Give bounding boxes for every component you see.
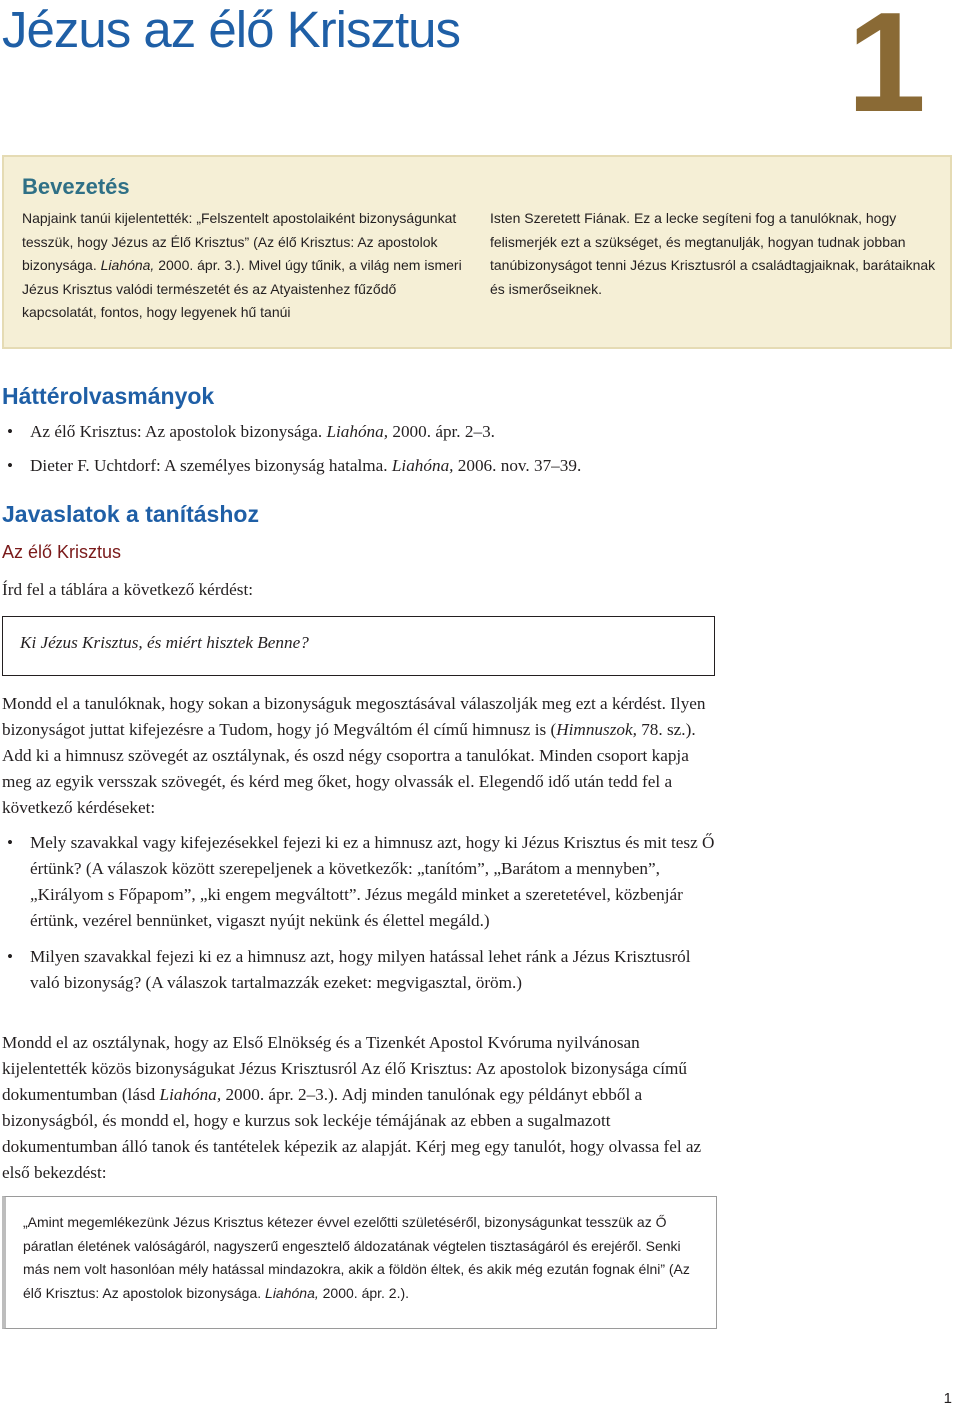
instruction-text: Írd fel a táblára a következő kérdést: — [2, 580, 253, 599]
quote-box — [2, 1196, 717, 1329]
chapter-title: Jézus az élő Krisztus — [2, 1, 461, 58]
background-list — [2, 419, 722, 479]
paragraph-document: Mondd el az osztálynak, hogy az Első Elnökség és a Tizenkét Apostol Kvóruma nyilvánosan kijelentették közös bizonyságukat Jézus Krisztusról Az élő Krisztus: Az apostolok bizonysága című dokumentumban (lásd Liahóna, 2000. ápr. 2–3.). Adj minden tanulónak egy példányt ebből a bizonyságból, és mondd el, hogy e kurzus sok leckéje témájának az ebben a sugalmazott dokumentumban álló tanok és tantételek képezik az alapját. Kérj meg egy tanulót, hogy olvassa fel az első bekezdést: — [2, 1033, 702, 1182]
intro-text-right: Isten Szeretett Fiának. Ez a lecke segíteni fog a tanulóknak, hogy felismerjék ezt a szükséget, és megtanulják, hogyan tudnak jobban tanúbizonyságot tenni Jézus Krisztusról a családtagjaiknak, barátaiknak és ismerőseiknek. — [490, 210, 936, 297]
bullet-icon: • — [7, 422, 14, 441]
suggestions-subheading: Az élő Krisztus — [2, 542, 122, 562]
question-item: • Milyen szavakkal fejezi ki ez a himnusz azt, hogy milyen hatással lehet ránk a Jézus Krisztusról való bizonyság? (A válaszok tartalmazzák ezeket: megvigasztal, öröm.) — [2, 944, 722, 996]
background-heading: Háttérolvasmányok — [2, 383, 215, 409]
chapter-number: 1 — [847, 0, 920, 142]
suggestions-heading: Javaslatok a tanításhoz — [2, 501, 259, 527]
bullet-icon: • — [7, 833, 14, 852]
question-box — [2, 616, 715, 676]
bullet-icon: • — [7, 456, 14, 475]
question-list — [2, 830, 722, 996]
bullet-icon: • — [7, 947, 14, 966]
background-item: • Dieter F. Uchtdorf: A személyes bizonyság hatalma. Liahóna, 2006. nov. 37–39. — [2, 453, 722, 479]
intro-heading: Bevezetés — [22, 174, 130, 199]
question-item: • Mely szavakkal vagy kifejezésekkel fejezi ki ez a himnusz azt, hogy ki Jézus Krisztus és mit tesz Ő értünk? (A válaszok között szerepeljenek a következők: „tanítóm”, „Barátom a mennyben”, „Királyom s Főpapom”, „ki engem megváltott”. Jézus megáld minket a szeretetével, közbenjár értünk, vezérel bennünket, vigaszt nyújt nekünk és élettel megáld.) — [2, 830, 722, 934]
intro-box — [2, 155, 952, 349]
paragraph-hymn: Mondd el a tanulóknak, hogy sokan a bizonyságuk megosztásával válaszolják meg ezt a kérdést. Ilyen bizonyságot juttat kifejezésre a Tudom, hogy jó Megváltóm él című himnusz is (Himnuszok, 78. sz.). Add ki a himnusz szövegét az osztálynak, és oszd négy csoportra a tanulókat. Minden csoport kapja meg az egyik versszak szövegét, és kérd meg őket, hogy olvassák el. Elegendő idő után tedd fel a következő kérdéseket: — [2, 694, 706, 817]
quote-text: „Amint megemlékezünk Jézus Krisztus kétezer évvel ezelőtti születéséről, bizonyságunkat tesszük az Ő páratlan életének valóságáról, nagyszerű engesztelő áldozatának végtelen tisztaságáról és erejéről. Senki más nem volt hasonlóan mély hatással mindazokra, akik a földön éltek, és akik még ezután fognak élni” (Az élő Krisztus: Az apostolok bizonysága. Liahóna, 2000. ápr. 2.). — [23, 1214, 690, 1301]
question-text: Ki Jézus Krisztus, és miért hisztek Benne? — [20, 633, 309, 652]
background-item: • Az élő Krisztus: Az apostolok bizonysága. Liahóna, 2000. ápr. 2–3. — [2, 419, 722, 445]
page-number: 1 — [943, 1390, 952, 1407]
intro-text-left: Napjaink tanúi kijelentették: „Felszentelt apostolaiként bizonyságunkat tesszük, hogy Jézus az Élő Krisztus” (Az élő Krisztus: Az apostolok bizonysága. Liahóna, 2000. ápr. 3.). Mivel úgy tűnik, a világ nem ismeri Jézus Krisztus valódi természetét és az Atyaistenhez fűződő kapcsolatát, fontos, hogy legyenek hű tanúi — [22, 210, 462, 321]
